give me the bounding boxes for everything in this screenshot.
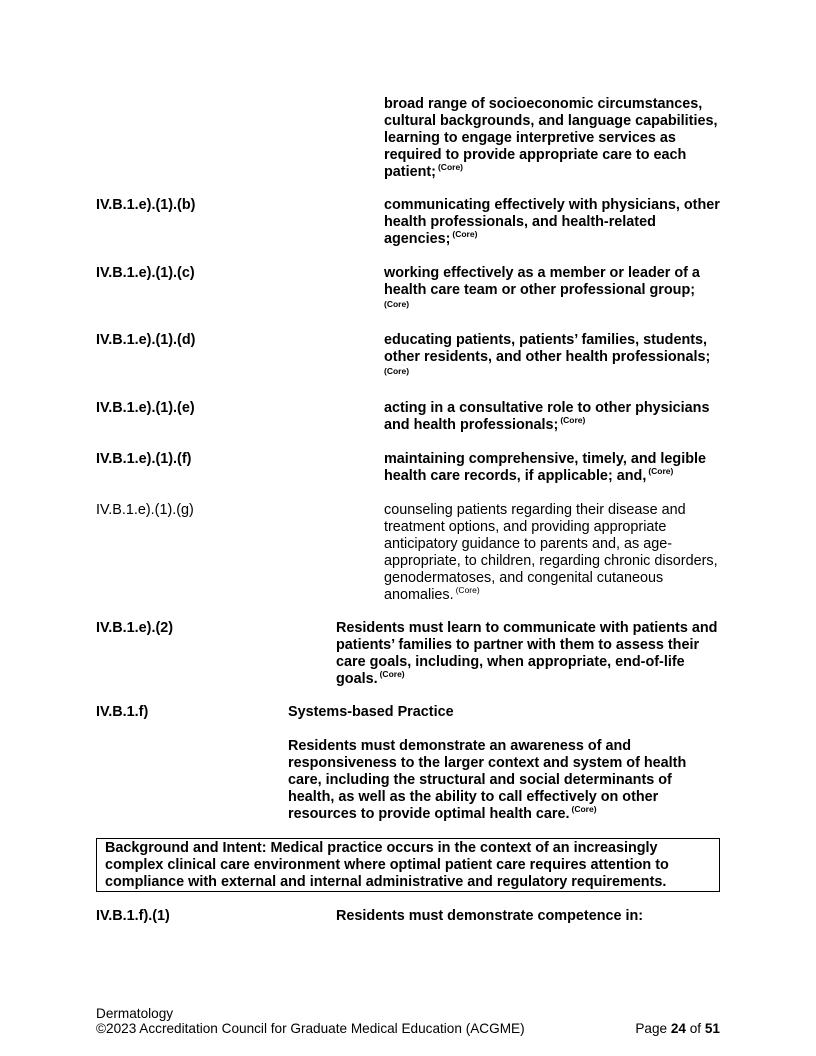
requirement-text: counseling patients regarding their disease and treatment options, and providing appropriate anticipatory guidance to parents and, as age-appropriate, to children, regarding chronic disorders, genodermatoses, and congenital cutaneous anomalies. $^{(Core)}$ bbox=[384, 502, 718, 603]
core-tag: (Core) bbox=[384, 365, 410, 376]
core-tag: (Core) bbox=[648, 465, 674, 476]
requirement-number: IV.B.1.e).(1).(f) bbox=[96, 451, 192, 467]
background-intent-box: Background and Intent: Medical practice occurs in the context of an increasingly complex clinical care environment where optimal patient care requires attention to compliance with external and internal administrative and regulatory requirements. bbox=[96, 838, 720, 892]
core-tag: (Core) bbox=[571, 803, 597, 814]
requirement-text: broad range of socioeconomic circumstances, cultural backgrounds, and language capabilities, learning to engage interpretive services as required to provide appropriate care to each patient; $^{(Core)}$ bbox=[384, 96, 718, 180]
section-number: IV.B.1.f) bbox=[96, 704, 149, 720]
requirement-text: working effectively as a member or leader of a health care team or other professional group; (Core) bbox=[384, 265, 724, 310]
requirement-number: IV.B.1.f).(1) bbox=[96, 908, 170, 924]
requirement-text: Residents must demonstrate an awareness of and responsiveness to the larger context and system of health care, including the structural and social determinants of health, as well as the ability to call effectively on other resources to provide optimal health care. $^{(Core)}$ bbox=[288, 738, 687, 822]
footer-specialty: Dermatology bbox=[96, 1006, 174, 1021]
requirement-number: IV.B.1.e).(1).(b) bbox=[96, 197, 196, 213]
requirement-text: educating patients, patients’ families, students, other residents, and other health professionals; (Core) bbox=[384, 332, 724, 377]
requirement-text: communicating effectively with physicians, other health professionals, and health-related agencies; $^{(Core)}$ bbox=[384, 197, 720, 247]
core-tag: (Core) bbox=[384, 298, 410, 309]
core-tag: (Core) bbox=[560, 414, 586, 425]
requirement-number: IV.B.1.e).(1).(c) bbox=[96, 265, 195, 281]
requirement-number: IV.B.1.e).(1).(d) bbox=[96, 332, 196, 348]
footer-copyright: ©2023 Accreditation Council for Graduate Medical Education (ACGME) bbox=[96, 1021, 525, 1036]
requirement-text: maintaining comprehensive, timely, and legible health care records, if applicable; and, $^{(Core)}$ bbox=[384, 451, 707, 484]
requirement-text: acting in a consultative role to other physicians and health professionals; $^{(Core)}$ bbox=[384, 400, 710, 433]
requirement-text: Residents must demonstrate competence in: bbox=[336, 908, 644, 924]
core-tag: (Core) bbox=[452, 228, 478, 239]
section-heading: Systems-based Practice bbox=[288, 704, 454, 720]
requirement-number: IV.B.1.e).(1).(g) bbox=[96, 502, 194, 518]
core-tag: (Core) bbox=[379, 668, 405, 679]
core-tag: (Core) bbox=[437, 161, 463, 172]
requirement-number: IV.B.1.e).(2) bbox=[96, 620, 174, 636]
requirement-text: Residents must learn to communicate with patients and patients’ families to partner with them to assess their care goals, including, when appropriate, end-of-life goals. $^{(Core)}$ bbox=[336, 620, 718, 687]
core-tag: (Core) bbox=[455, 584, 480, 595]
page-number: Page 24 of 51 bbox=[635, 1021, 720, 1036]
requirement-number: IV.B.1.e).(1).(e) bbox=[96, 400, 195, 416]
